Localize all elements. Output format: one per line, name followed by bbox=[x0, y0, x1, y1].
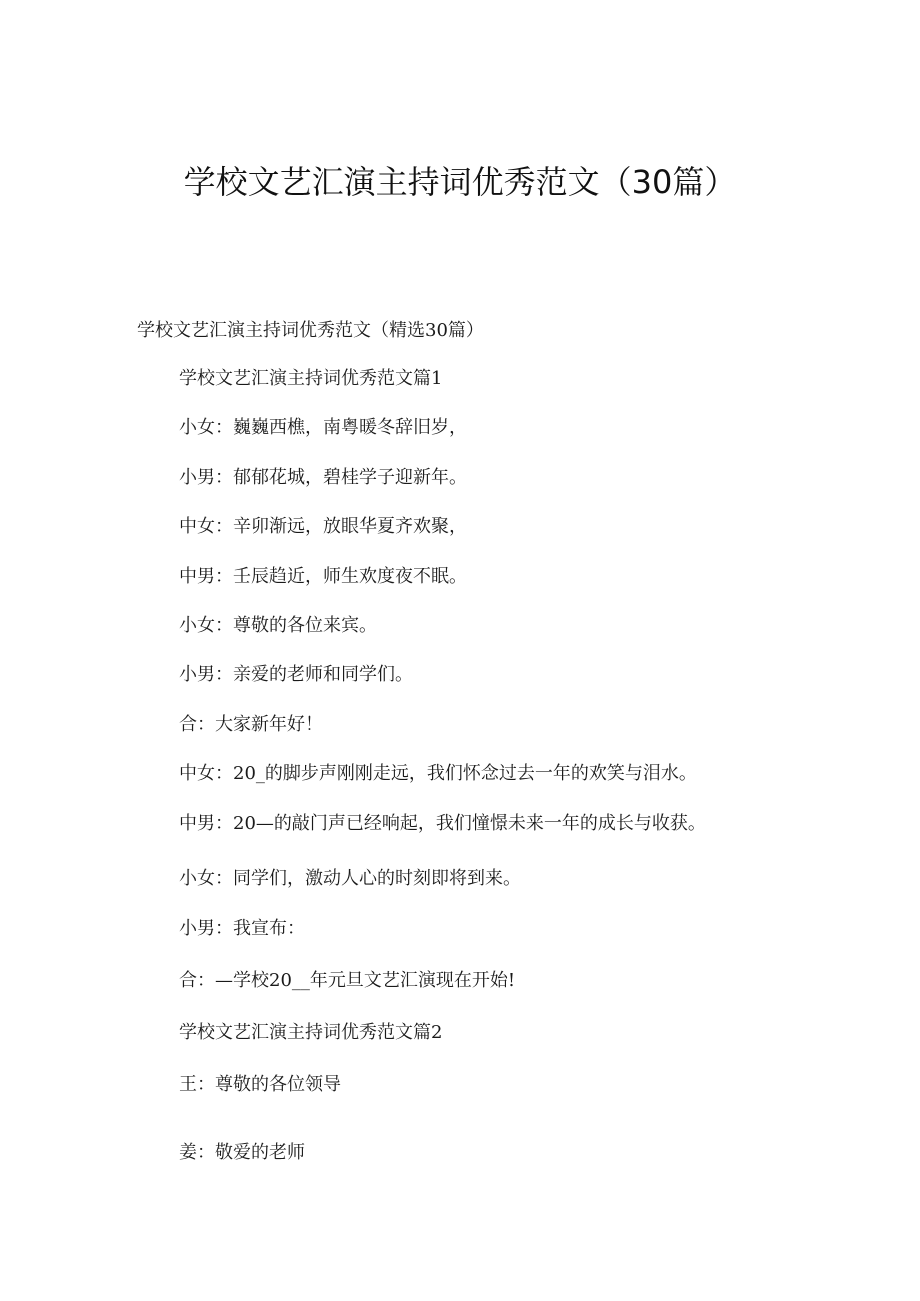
paragraph: 中女：20_的脚步声刚刚走远，我们怀念过去一年的欢笑与泪水。 bbox=[179, 763, 697, 784]
paragraph: 合：大家新年好！ bbox=[179, 714, 323, 735]
paragraph: 中男：壬辰趋近，师生欢度夜不眠。 bbox=[179, 566, 467, 587]
paragraph: 小女：巍巍西樵，南粤暖冬辞旧岁， bbox=[179, 417, 467, 438]
paragraph: 小女：同学们，激动人心的时刻即将到来。 bbox=[179, 868, 521, 889]
document-subtitle: 学校文艺汇演主持词优秀范文（精选30篇） bbox=[137, 320, 484, 341]
paragraph: 姜：敬爱的老师 bbox=[179, 1142, 305, 1163]
paragraph: 王：尊敬的各位领导 bbox=[179, 1074, 341, 1095]
paragraph: 中男：20—的敲门声已经响起，我们憧憬未来一年的成长与收获。 bbox=[179, 813, 706, 834]
paragraph: 小男：亲爱的老师和同学们。 bbox=[179, 664, 413, 685]
section-heading-2: 学校文艺汇演主持词优秀范文篇2 bbox=[179, 1022, 443, 1043]
paragraph: 合：—学校20__年元旦文艺汇演现在开始! bbox=[179, 970, 516, 991]
paragraph: 小男：我宣布： bbox=[179, 918, 305, 939]
paragraph: 小女：尊敬的各位来宾。 bbox=[179, 615, 377, 636]
paragraph: 小男：郁郁花城，碧桂学子迎新年。 bbox=[179, 467, 467, 488]
section-heading-1: 学校文艺汇演主持词优秀范文篇1 bbox=[179, 368, 443, 389]
document-title: 学校文艺汇演主持词优秀范文（30篇） bbox=[183, 163, 737, 201]
paragraph: 中女：辛卯渐远，放眼华夏齐欢聚， bbox=[179, 516, 467, 537]
